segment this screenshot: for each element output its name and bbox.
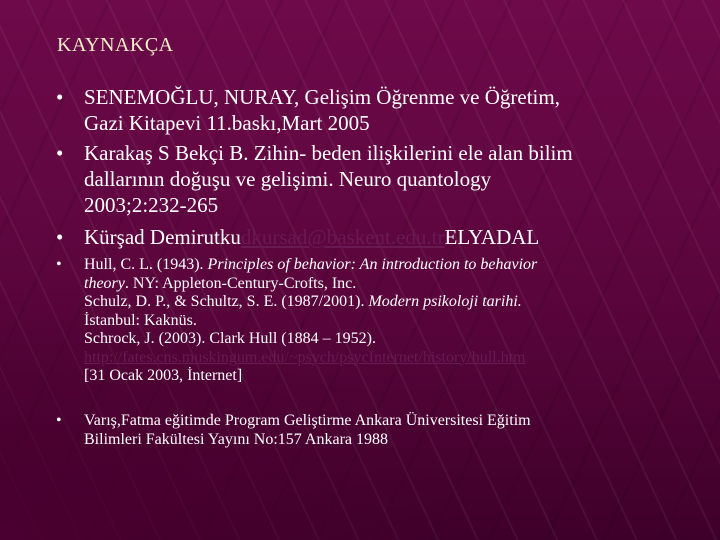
- reference-line: [84, 275, 684, 294]
- reference-line: Schrock, J. (2003). Clark Hull (1884 – 1952).: [84, 330, 376, 347]
- hull-publisher: . NY: Appleton-Century-Crofts, Inc.: [124, 274, 357, 292]
- page-title: KAYNAKÇA: [57, 34, 174, 56]
- reference-line: [84, 256, 684, 275]
- schulz-citation: Schulz, D. P., & Schultz, S. E. (1987/2001).: [84, 293, 369, 310]
- reference-line: Bilimleri Fakültesi Yayını No:157 Ankara 1988: [84, 430, 388, 448]
- reference-line: [84, 293, 684, 312]
- list-item: [56, 256, 684, 386]
- list-item: [56, 140, 684, 218]
- list-item: [56, 224, 684, 250]
- bullet: •: [56, 141, 64, 165]
- author-name: Kürşad Demirutku: [84, 225, 241, 249]
- reference-line: Gazi Kitapevi 11.baskı,Mart 2005: [84, 111, 370, 135]
- hull-book-title: Principles of behavior: An introduction to behavior: [207, 256, 538, 273]
- hull-book-title-cont: theory: [84, 274, 125, 292]
- bullet: •: [56, 225, 64, 249]
- email-link[interactable]: dkursad@baskent.edu.tr: [240, 225, 445, 249]
- hull-citation: Hull, C. L. (1943).: [84, 256, 208, 273]
- bullet: •: [56, 85, 64, 109]
- reference-line: Varış,Fatma eğitimde Program Geliştirme Ankara Üniversitesi Eğitim: [84, 412, 531, 429]
- reference-line: Karakaş S Bekçi B. Zihin- beden ilişkilerini ele alan bilim: [84, 141, 573, 165]
- bullet: •: [56, 412, 62, 429]
- reference-line: [31 Ocak 2003, İnternet]: [84, 367, 243, 384]
- list-item: [56, 412, 684, 449]
- reference-line: SENEMOĞLU, NURAY, Gelişim Öğrenme ve Öğretim,: [84, 85, 560, 109]
- reference-line: dallarının doğuşu ve gelişimi. Neuro quantology: [84, 167, 492, 191]
- bullet: •: [56, 256, 62, 273]
- list-item: [56, 84, 684, 136]
- reference-line: İstanbul: Kaknüs.: [84, 311, 197, 329]
- reference-line: 2003;2:232-265: [84, 193, 219, 217]
- source-name: ELYADAL: [444, 225, 540, 249]
- url-link[interactable]: http://fates.cns.muskingum.edu/~psych/psycInternet/history/hull.htm: [84, 348, 526, 366]
- schulz-book-title: Modern psikoloji tarihi.: [368, 293, 522, 310]
- reference-line: [84, 224, 684, 250]
